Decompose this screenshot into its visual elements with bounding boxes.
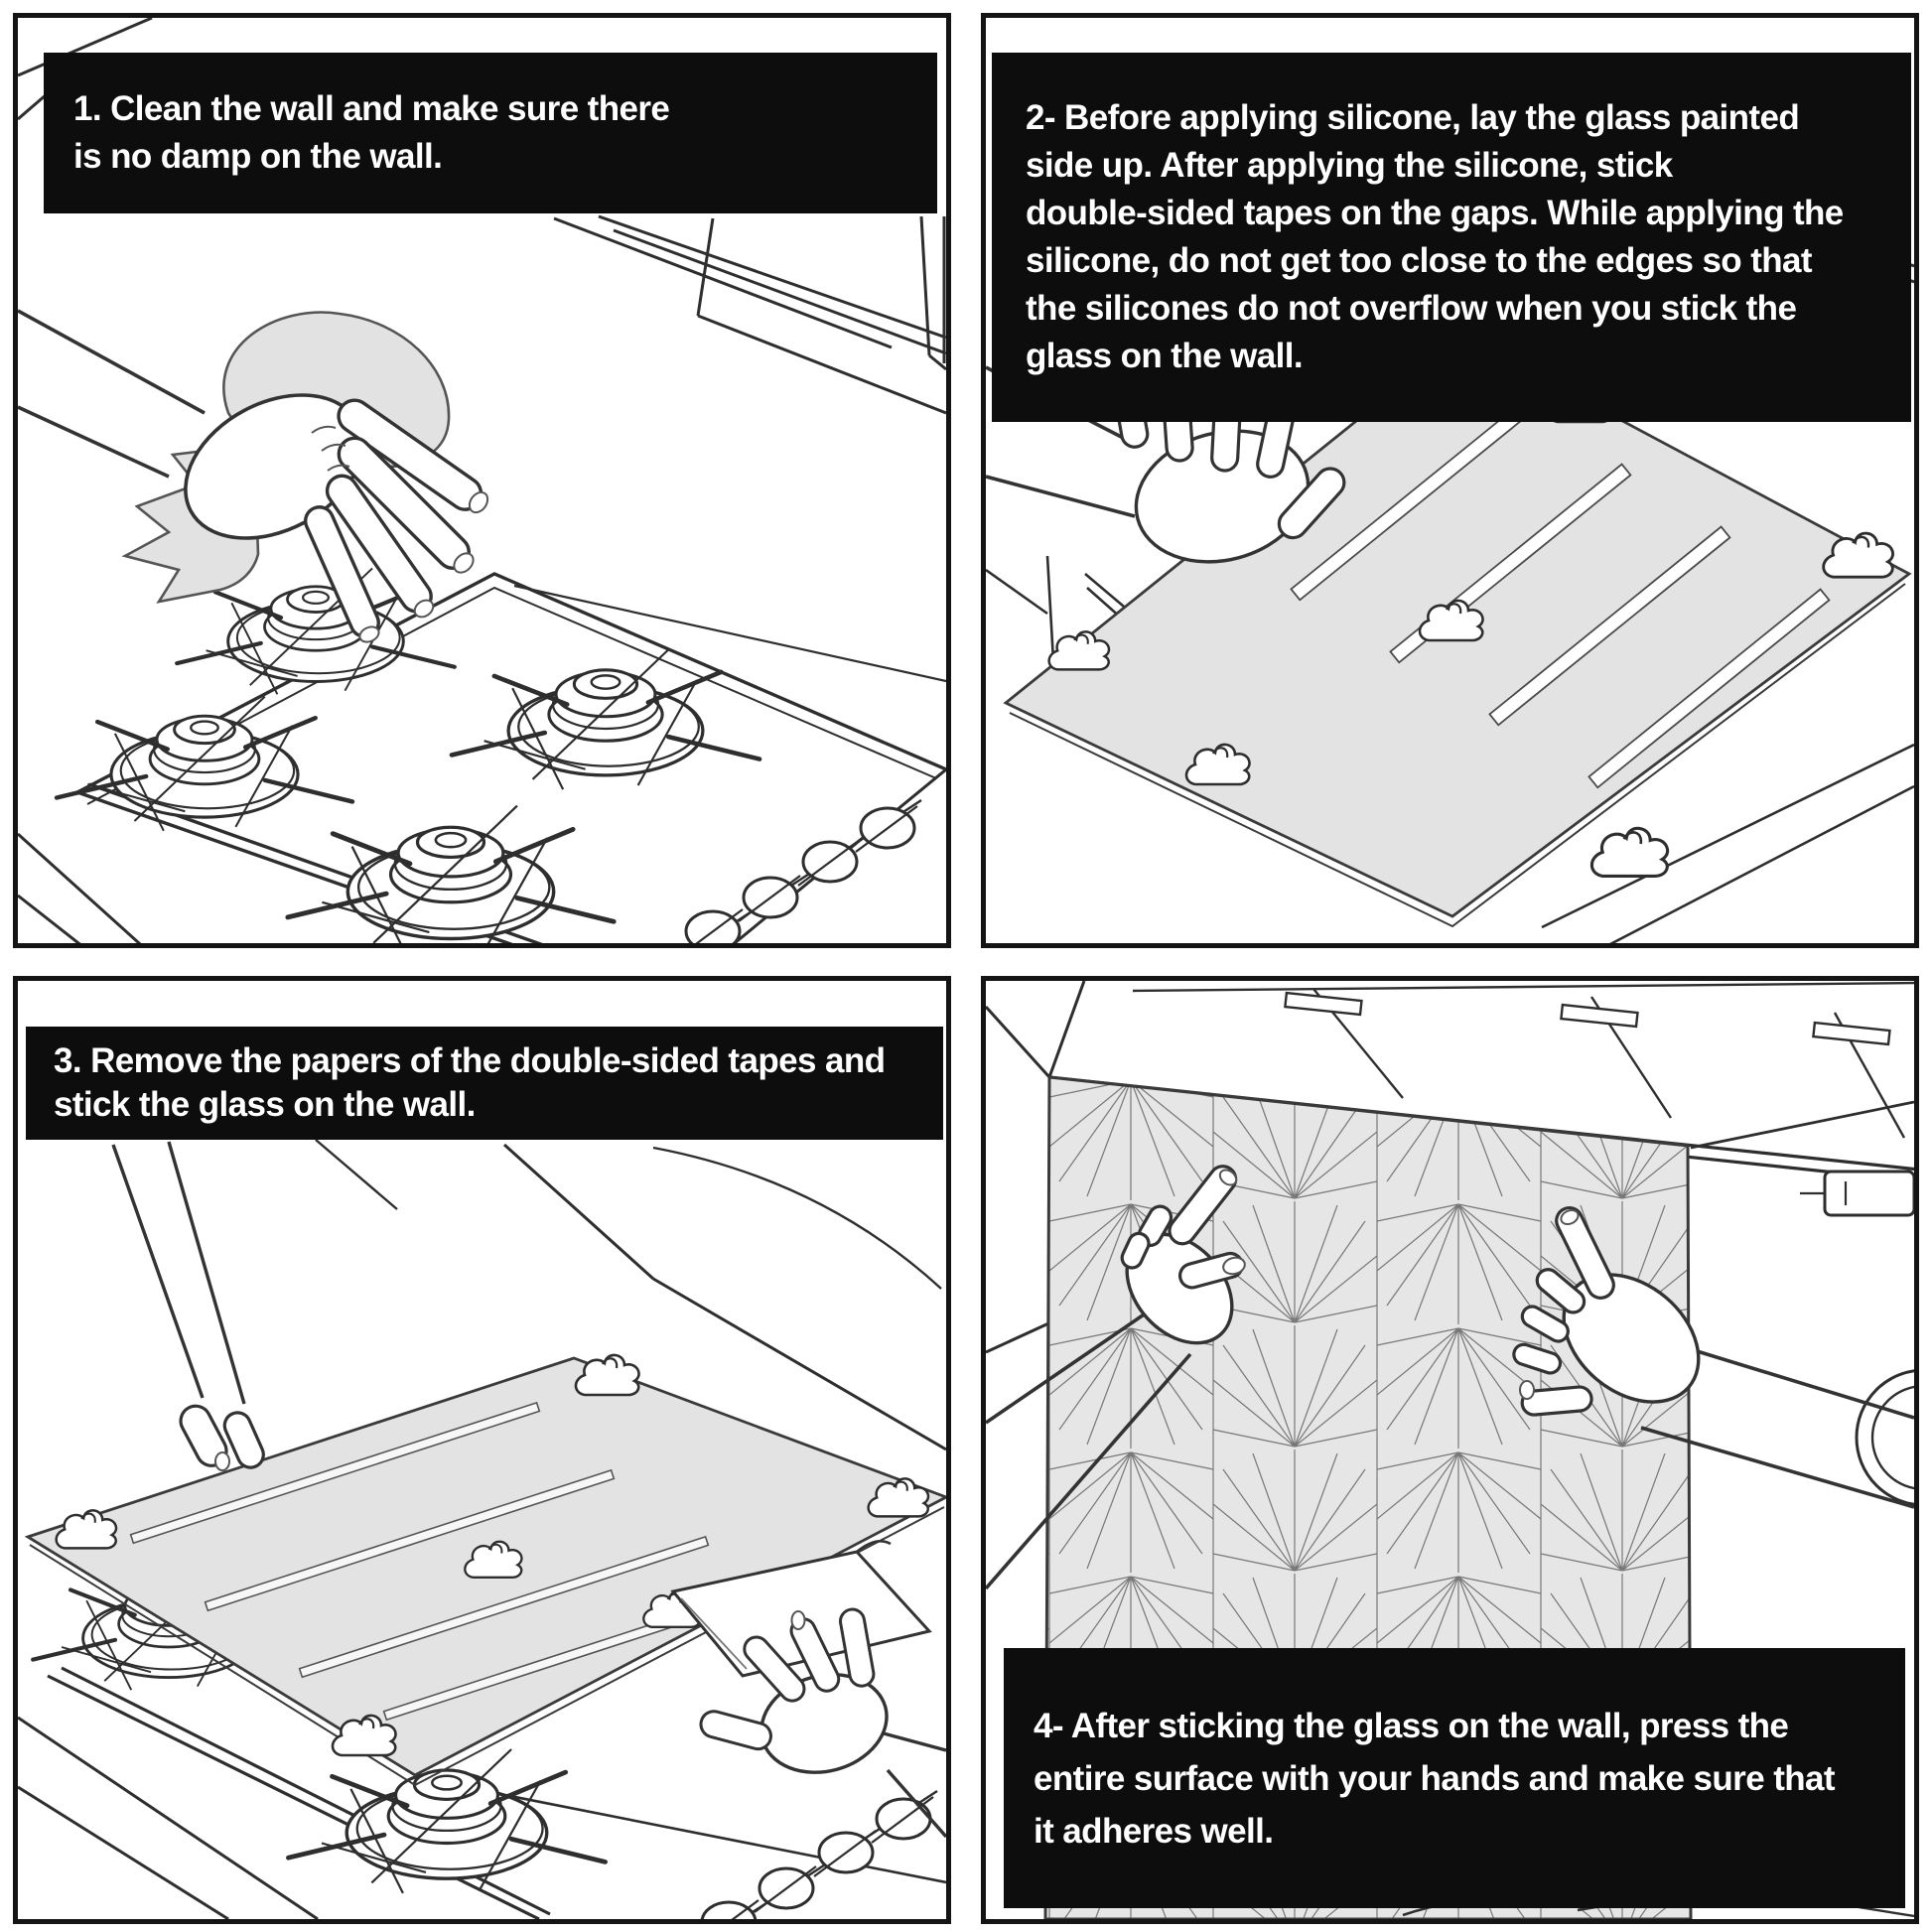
instruction-step-4-line-1: 4- After sticking the glass on the wall, press the — [1034, 1707, 1789, 1745]
panel-step-3 — [13, 976, 951, 1924]
peeling-hand-paper — [673, 1541, 946, 1837]
panel-step-2 — [981, 13, 1919, 948]
instruction-step-3 — [26, 1027, 943, 1140]
instruction-step-2-line-2: side up. After applying the silicone, stick — [1026, 146, 1673, 185]
instruction-step-4-line-2: entire surface with your hands and make sure that — [1034, 1759, 1835, 1798]
instruction-step-4 — [1004, 1648, 1905, 1908]
instruction-step-2 — [992, 53, 1911, 422]
burner-icon — [57, 697, 352, 831]
holding-hand-icon — [113, 1142, 267, 1471]
control-knobs-icon — [673, 800, 921, 943]
instruction-step-2-line-1: 2- Before applying silicone, lay the glass painted — [1026, 98, 1800, 137]
instruction-step-2-line-6: glass on the wall. — [1026, 337, 1303, 375]
instruction-step-1 — [44, 53, 937, 213]
panel-step-1 — [13, 13, 951, 948]
instruction-step-4-line-3: it adheres well. — [1034, 1812, 1274, 1851]
instruction-step-1-line-2: is no damp on the wall. — [73, 137, 443, 176]
instruction-step-3-line-2: stick the glass on the wall. — [54, 1085, 476, 1124]
gas-hob-sketch — [18, 568, 946, 943]
wall-socket-icon — [1825, 1172, 1914, 1215]
instruction-step-3-line-1: 3. Remove the papers of the double-sided tapes and — [54, 1041, 886, 1080]
instruction-step-2-line-4: silicone, do not get too close to the edges so that — [1026, 241, 1812, 280]
burner-icon — [288, 1749, 605, 1893]
instruction-step-1-line-1: 1. Clean the wall and make sure there — [73, 89, 670, 128]
cleaning-hand-icon — [18, 311, 491, 644]
instruction-step-2-line-5: the silicones do not overflow when you stick the — [1026, 289, 1797, 328]
panel-step-4 — [981, 976, 1919, 1924]
burner-icon — [452, 649, 759, 789]
burner-icon — [288, 806, 614, 943]
instruction-step-2-line-3: double-sided tapes on the gaps. While applying the — [1026, 194, 1844, 232]
